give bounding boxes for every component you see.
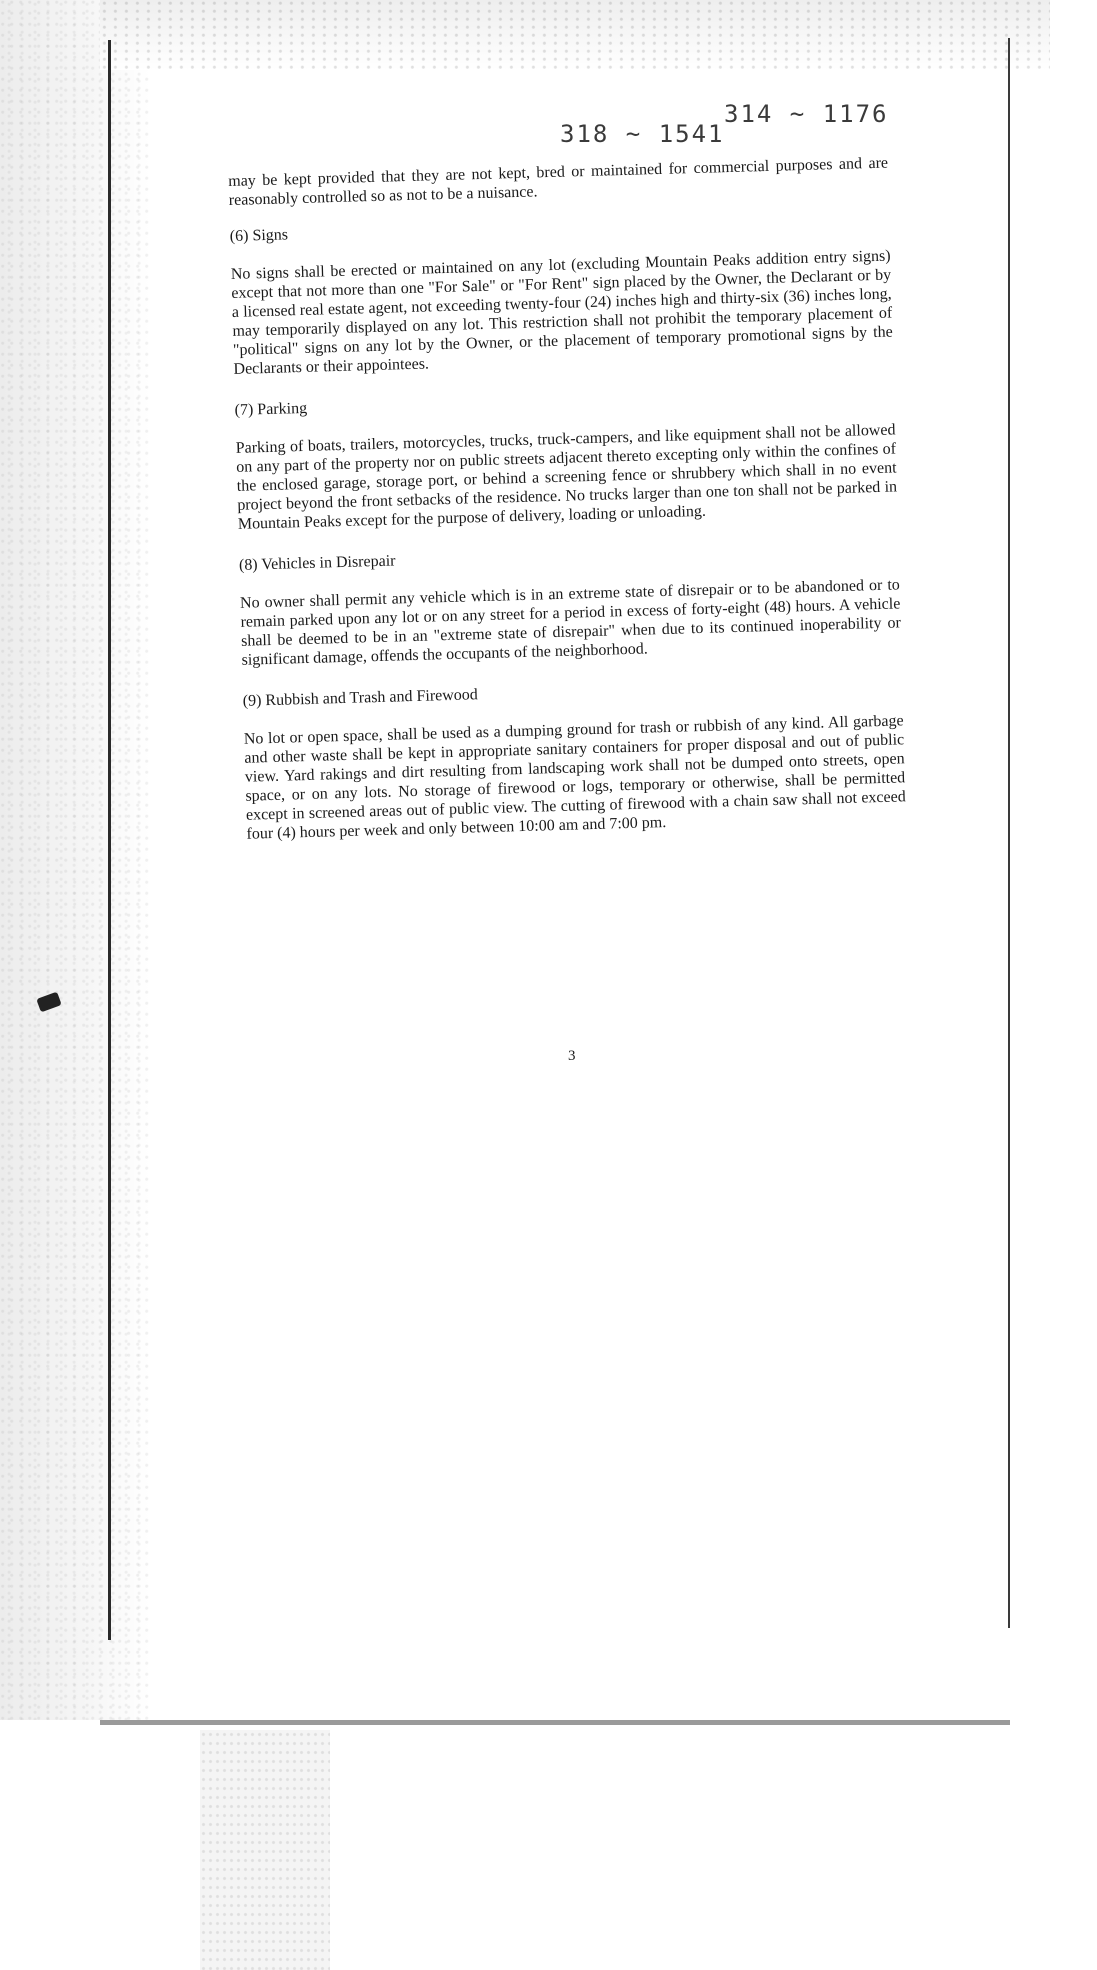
section-heading-rubbish: (9) Rubbish and Trash and Firewood bbox=[242, 686, 479, 710]
page-number: 3 bbox=[568, 1048, 576, 1064]
scan-shadow-top bbox=[100, 0, 1050, 70]
tape-patch bbox=[200, 1730, 330, 1970]
page-border-right bbox=[1008, 38, 1010, 1628]
section-heading-signs: (6) Signs bbox=[229, 226, 289, 245]
section-text-vehicles: No owner shall permit any vehicle which is in an extreme state of disrepair or to be abandoned or to remain parked upon any lot or on any street for a period in excess of forty-eight (48) hours. A vehicle shall be deemed to be in an "extreme state of disrepair" when due to its continued inoperability or significant damage, offends the occupants of the neighborhood. bbox=[239, 576, 902, 669]
book-page-stamp-2: 314 ~ 1176 bbox=[724, 100, 889, 128]
scan-shadow-left bbox=[0, 0, 150, 1720]
page-border-left bbox=[108, 40, 111, 1640]
section-text-rubbish: No lot or open space, shall be used as a dumping ground for trash or rubbish of any kind. All garbage and other waste shall be kept in appropriate sanitary containers for proper disposal and out of public view. Yard rakings and dirt resulting from landscaping work shall not be dumped onto streets, open space, or on any lots. No storage of firewood or logs, temporary or otherwise, shall be permitted except in screened areas out of public view. The cutting of firewood with a chain saw shall not exceed four (4) hours per week and only between 10:00 am and 7:00 pm. bbox=[243, 712, 906, 843]
continuation-paragraph: may be kept provided that they are not kept, bred or maintained for commercial purposes and are reasonably controlled so as not to be a nuisance. bbox=[228, 154, 889, 209]
document-page bbox=[228, 154, 907, 844]
book-page-stamp-1: 318 ~ 1541 bbox=[560, 120, 725, 148]
section-heading-parking: (7) Parking bbox=[234, 399, 308, 419]
scan-edge-bottom bbox=[100, 1720, 1010, 1725]
section-text-signs: No signs shall be erected or maintained on any lot (excluding Mountain Peaks addition entry signs) except that not more than one "For Sale" or "For Rent" sign placed by the Owner, the Declarant or by a licensed real estate agent, not exceeding twenty-four (24) inches high and thirty-six (36) inches long, may temporarily displayed on any lot. This restriction shall not prohibit the temporary placement of "political" signs on any lot by the Owner, or the placement of temporary promotional signs by the Declarants or their appointees. bbox=[230, 247, 893, 378]
section-heading-vehicles: (8) Vehicles in Disrepair bbox=[238, 552, 396, 574]
section-text-parking: Parking of boats, trailers, motorcycles, trucks, truck-campers, and like equipment shall not be allowed on any part of the property nor on public streets adjacent thereto excepting only within the confines of the enclosed garage, storage port, or behind a screening fence or shrubbery which shall in no event project beyond the front setbacks of the residence. No trucks larger than one ton shall not be parked in Mountain Peaks except for the purpose of delivery, loading or unloading. bbox=[235, 421, 898, 533]
